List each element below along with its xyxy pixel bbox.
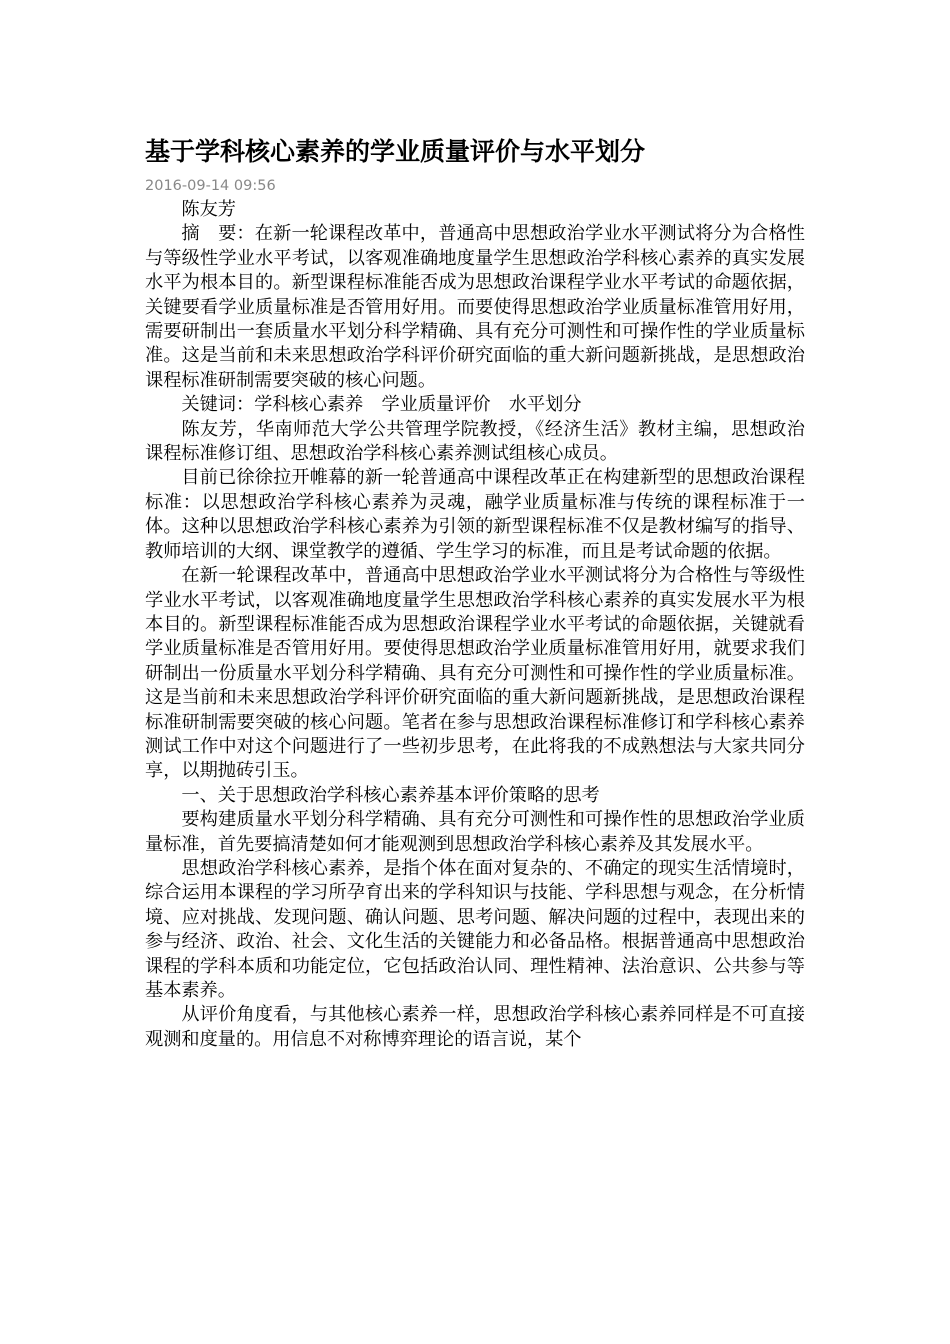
body-paragraph: 目前已徐徐拉开帷幕的新一轮普通高中课程改革正在构建新型的思想政治课程标准：以思想政治学科核心素养为灵魂，融学业质量标准与传统的课程标准于一体。这种以思想政治学科核心素养为引领的新型课程标准不仅是教材编写的指导、教师培训的大纲、课堂教学的遵循、学生学习的标准，而且是考试命题的依据。 xyxy=(145,467,805,562)
abstract-paragraph: 摘 要：在新一轮课程改革中，普通高中思想政治学业水平测试将分为合格性与等级性学业水平考试，以客观准确地度量学生思想政治学科核心素养的真实发展水平为根本目的。新型课程标准能否成为思想政治课程学业水平考试的命题依据，关键要看学业质量标准是否管用好用。而要使得思想政治学业质量标准管用好用，需要研制出一套质量水平划分科学精确、具有充分可测性和可操作性的学业质量标准。这是当前和未来思想政治学科评价研究面临的重大新问题新挑战，是思想政治课程标准研制需要突破的核心问题。 xyxy=(145,223,805,391)
section-heading: 一、关于思想政治学科核心素养基本评价策略的思考 xyxy=(181,784,600,806)
article-body xyxy=(145,198,805,1052)
author-line: 陈友芳 xyxy=(181,199,236,220)
article-title: 基于学科核心素养的学业质量评价与水平划分 xyxy=(145,137,646,166)
body-paragraph: 从评价角度看，与其他核心素养一样，思想政治学科核心素养同样是不可直接观测和度量的。用信息不对称博弈理论的语言说，某个 xyxy=(145,1004,805,1050)
document-page xyxy=(145,132,805,1052)
body-paragraph: 在新一轮课程改革中，普通高中思想政治学业水平测试将分为合格性与等级性学业水平考试，以客观准确地度量学生思想政治学科核心素养的真实发展水平为根本目的。新型课程标准能否成为思想政治课程学业水平考试的命题依据，关键就看学业质量标准是否管用好用。要使得思想政治学业质量标准管用好用，就要求我们研制出一份质量水平划分科学精确、具有充分可测性和可操作性的学业质量标准。这是当前和未来思想政治学科评价研究面临的重大新问题新挑战，是思想政治课程标准研制需要突破的核心问题。笔者在参与思想政治课程标准修订和学科核心素养测试工作中对这个问题进行了一些初步思考，在此将我的不成熟想法与大家共同分享，以期抛砖引玉。 xyxy=(145,565,805,782)
publish-date: 2016-09-14 09:56 xyxy=(145,178,276,194)
body-paragraph: 要构建质量水平划分科学精确、具有充分可测性和可操作性的思想政治学业质量标准，首先要搞清楚如何才能观测到思想政治学科核心素养及其发展水平。 xyxy=(145,809,805,855)
body-paragraph: 思想政治学科核心素养，是指个体在面对复杂的、不确定的现实生活情境时，综合运用本课程的学习所孕育出来的学科知识与技能、学科思想与观念，在分析情境、应对挑战、发现问题、确认问题、思考问题、解决问题的过程中，表现出来的参与经济、政治、社会、文化生活的关键能力和必备品格。根据普通高中思想政治课程的学科本质和功能定位，它包括政治认同、理性精神、法治意识、公共参与等基本素养。 xyxy=(145,857,805,1001)
keywords-paragraph: 关键词：学科核心素养 学业质量评价 水平划分 xyxy=(181,394,582,416)
author-bio-paragraph: 陈友芳，华南师范大学公共管理学院教授，《经济生活》教材主编，思想政治课程标准修订组、思想政治学科核心素养测试组核心成员。 xyxy=(145,418,805,465)
